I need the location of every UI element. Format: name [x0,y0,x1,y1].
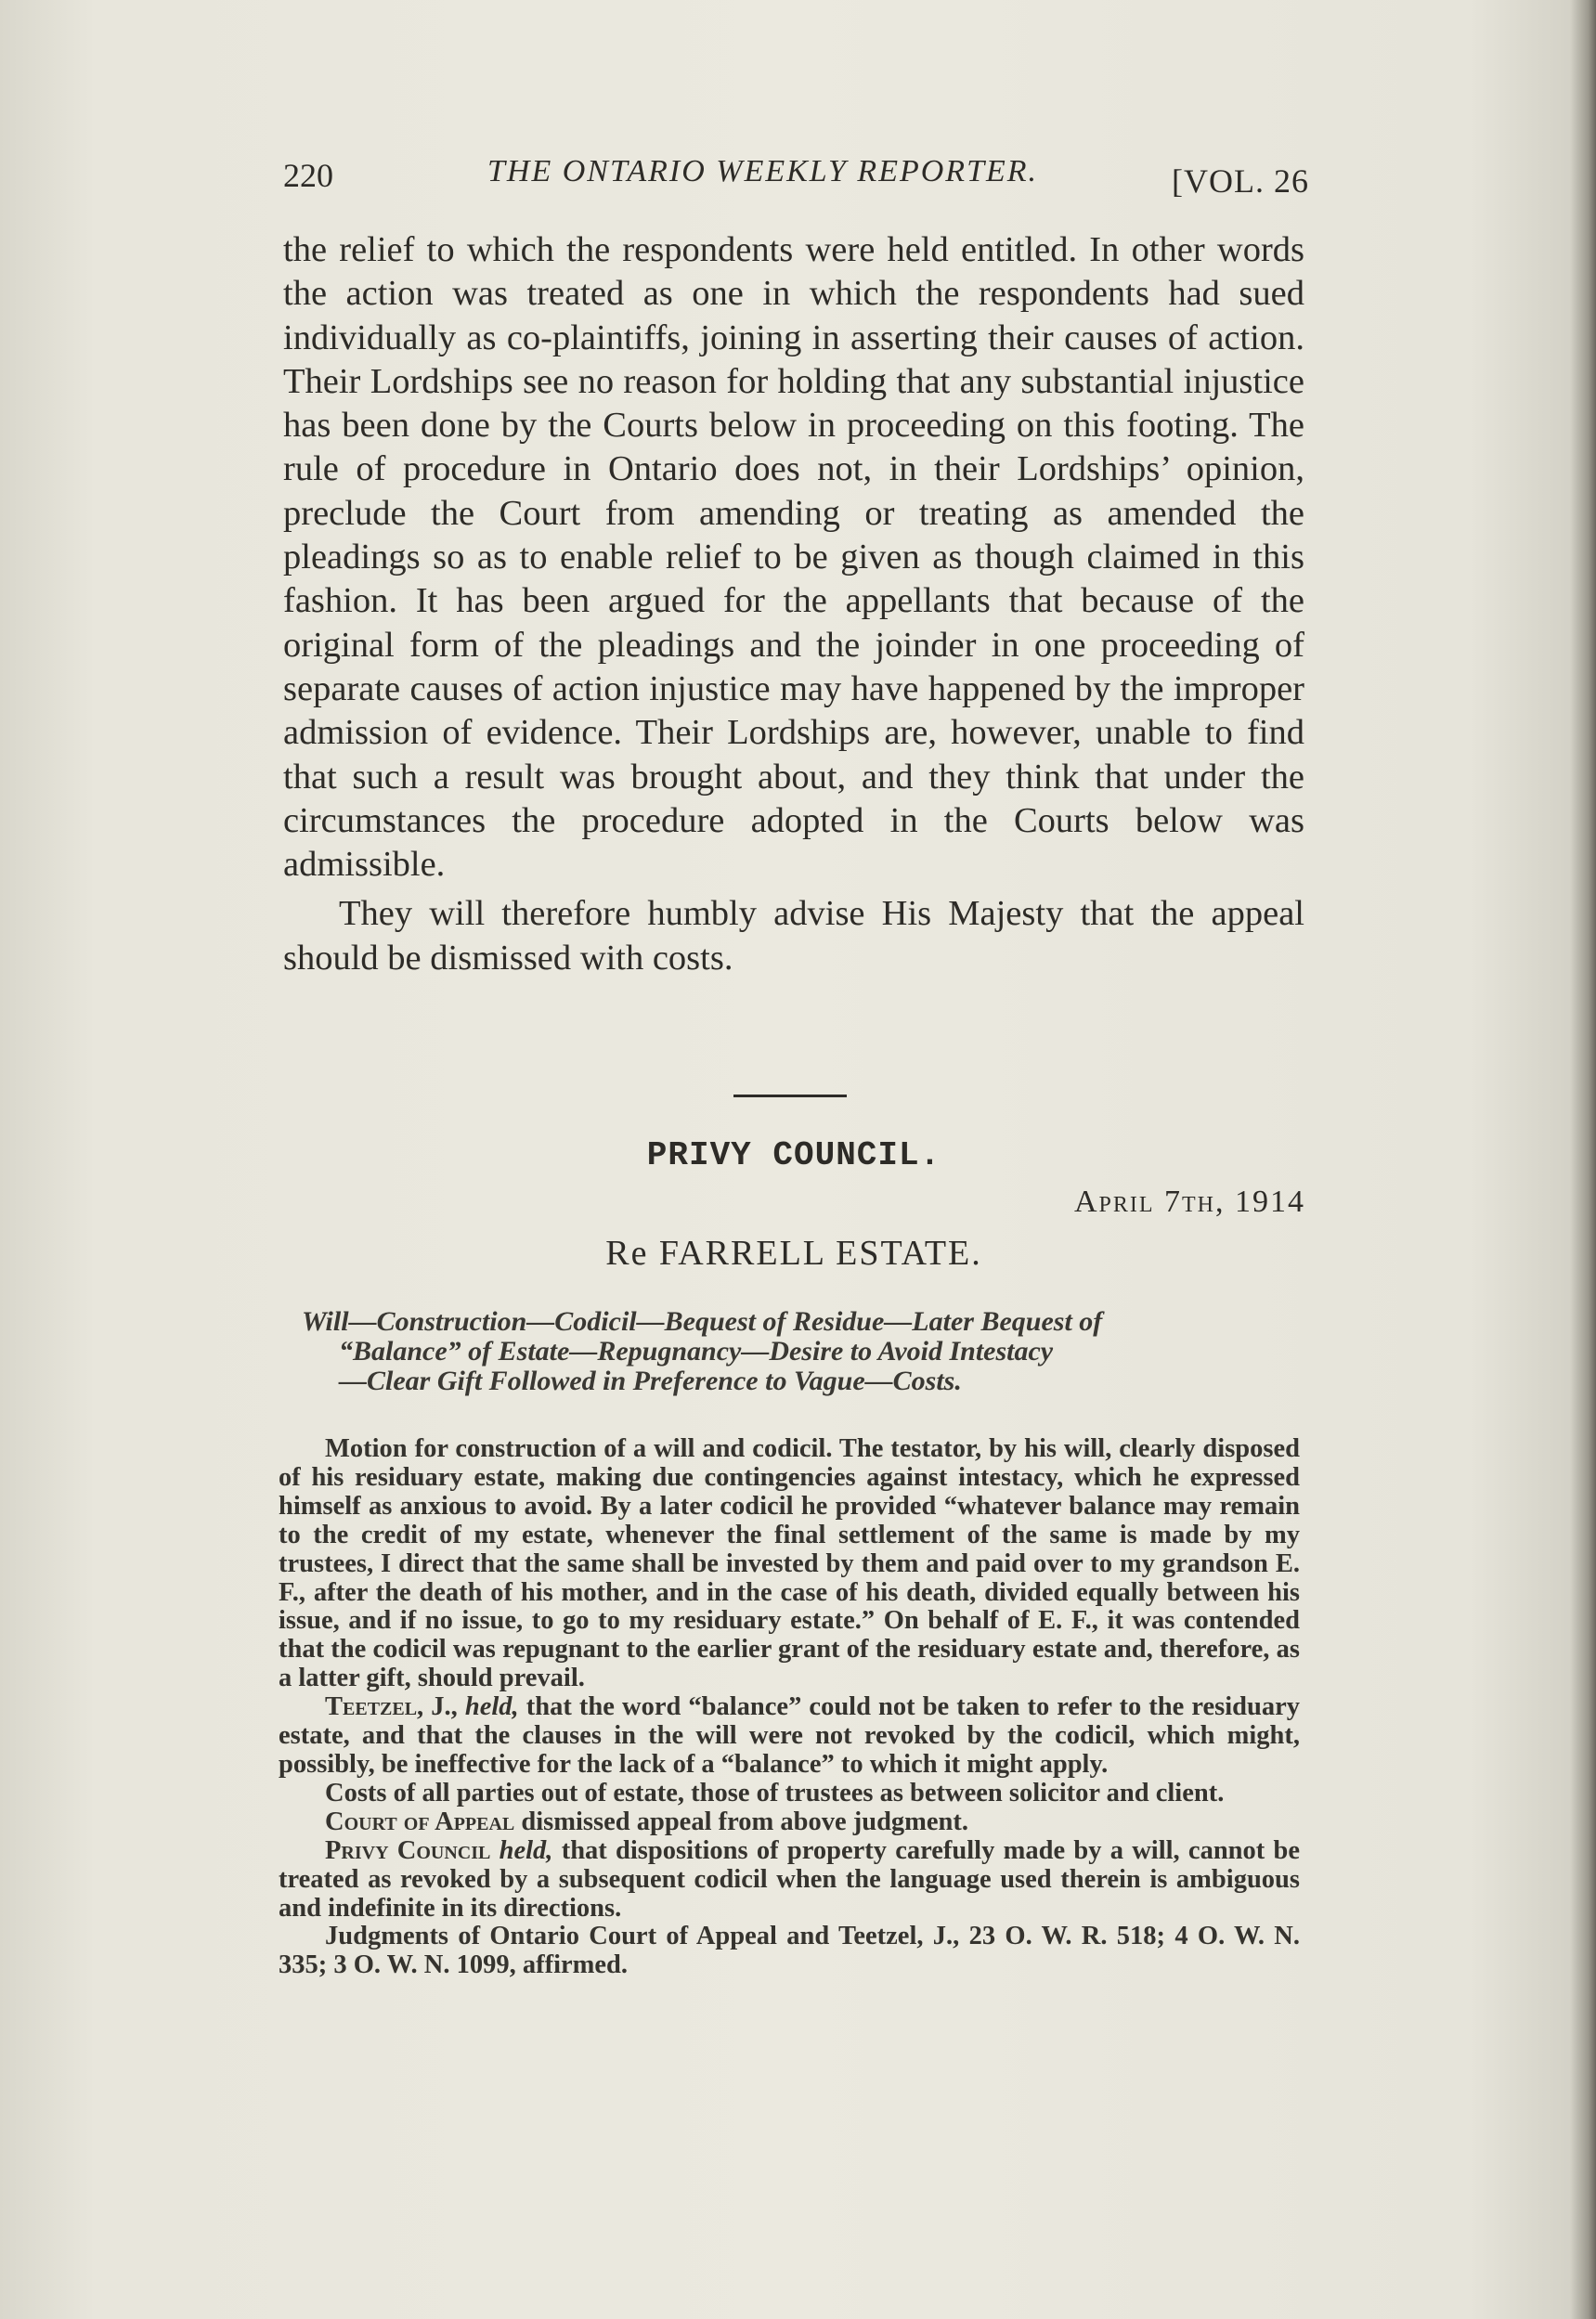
court-heading: PRIVY COUNCIL. [646,1136,941,1174]
headnote-paragraph [279,1808,1300,1837]
headnote-paragraph [279,1837,1300,1924]
headnote-text: that the word “balance” could not be taken to refer to the residuary estate, and that the clauses in the will were not revoked by the codicil, which might, possibly, be ineffective for the lack of a “balance” to which it might apply. [279,1692,1300,1779]
catchwords-line: —Clear Gift Followed in Preference to Vague—Costs. [339,1366,962,1396]
page-number: 220 [283,157,333,194]
journal-title: THE ONTARIO WEEKLY REPORTER. [487,154,1039,188]
headnote-text: dismissed appeal from above judgment. [521,1807,969,1836]
opinion-text [283,228,1304,980]
headnote-paragraph: Motion for construction of a will and codicil. The testator, by his will, clearly disposed of his residuary estate, making due contingencies against intestacy, which he expressed himself as anxious to avoid. By a later codicil he provided “whatever balance may remain to the credit of my estate, whenever the final settlement of the same is made by my trustees, I direct that the same shall be invested by them and paid over to my grandson E. F., after the death of his mother, and in the case of his death, divided equally between his issue, and if no issue, to go to my residuary estate.” On behalf of E. F., it was contended that the codicil was repugnant to the earlier grant of the residuary estate and, therefore, as a latter gift, should prevail. [279,1434,1300,1693]
held-label: held, [464,1692,519,1722]
opinion-paragraph: They will therefore humbly advise His Majesty that the appeal should be dismissed with costs. [283,894,1304,978]
headnote-paragraph: Judgments of Ontario Court of Appeal and Teetzel, J., 23 O. W. R. 518; 4 O. W. N. 335; 3 O. W. N. 1099, affirmed. [279,1922,1300,1980]
decision-date: April 7th, 1914 [1073,1185,1305,1219]
section-divider [733,1095,847,1097]
case-title: Re FARRELL ESTATE. [605,1234,982,1273]
catchwords [302,1307,1304,1396]
running-head [283,149,1309,204]
headnote-text: that dispositions of property carefully made by a will, cannot be treated as revoked by a subsequent codicil when the language used therein is ambiguous and indefinite in its directions. [279,1835,1301,1923]
held-label: held, [499,1835,553,1865]
catchwords-line: “Balance” of Estate—Repugnancy—Desire to Avoid Intestacy [339,1336,1054,1367]
judge-name: Teetzel, J., [325,1692,458,1722]
opinion-paragraph: the relief to which the respondents were held entitled. In other words the action was treated as one in which the respondents had sued individually as co-plaintiffs, joining in asserting their causes of action. Their Lordships see no reason for holding that any substantial injustice has been done by the Courts below in proceeding on this footing. The rule of procedure in Ontario does not, in their Lordships’ opinion, preclude the Court from amending or treating as amended the pleadings so as to enable relief to be given as though claimed in this fashion. It has been argued for the appellants that because of the original form of the pleadings and the joinder in one proceeding of separate causes of action injustice may have happened by the improper admission of evidence. Their Lordships are, however, unable to find that such a result was brought about, and they think that under the circumstances the procedure adopted in the Courts below was admissible. [283,230,1304,885]
court-name: Privy Council [325,1835,491,1865]
court-name: Court of Appeal [325,1807,515,1836]
headnote-paragraph [279,1693,1300,1780]
page-edge-shadow [1570,0,1596,2319]
catchwords-line: Will—Construction—Codicil—Bequest of Residue—Later Bequest of [302,1306,1103,1337]
volume-label: [VOL. 26 [1172,162,1309,200]
headnote [279,1435,1300,1980]
headnote-paragraph: Costs of all parties out of estate, those of trustees as between solicitor and client. [325,1778,1225,1807]
